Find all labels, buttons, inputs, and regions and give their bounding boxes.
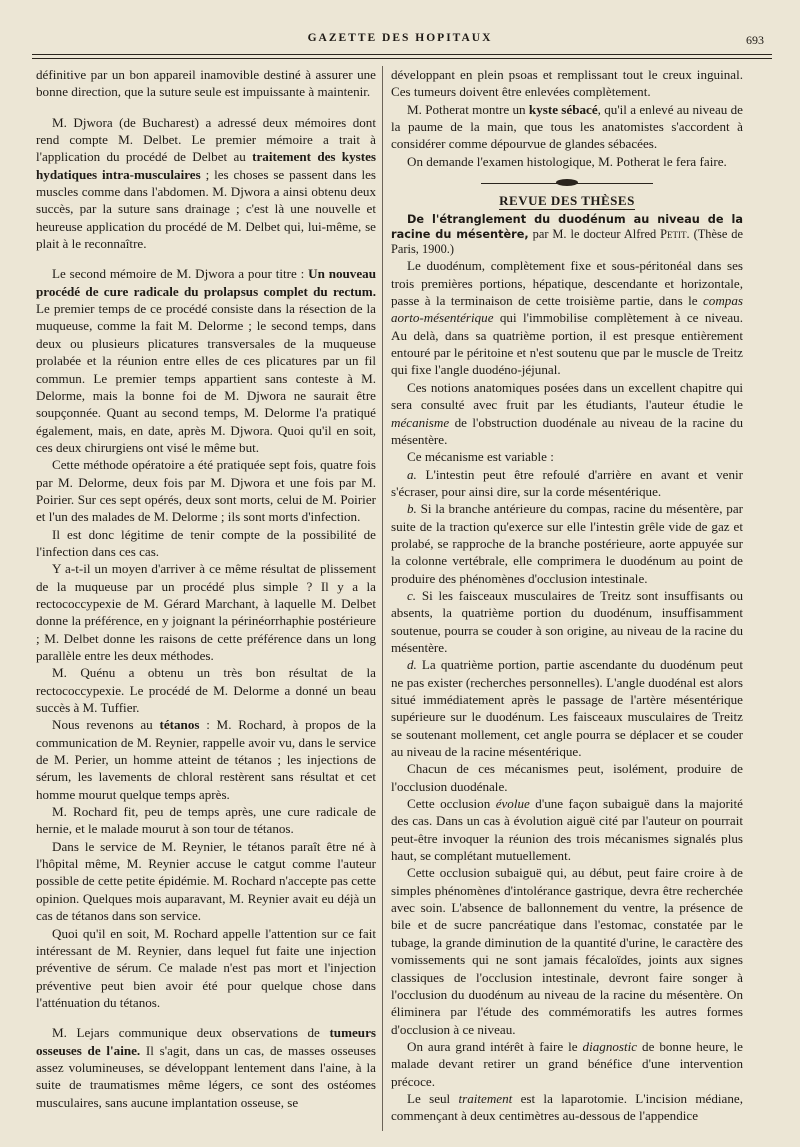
- text-run: Si la branche antérieure du compas, racine du mésentère, par suite de la traction qu'exerce sur elle l'intestin grêle vide de gaz et prolabé, se rapproche de la branche postérieure, aorte appuyée sur la colonne vertébrale, elle comprimera le duodénum au point de produire des phénomènes d'occlusion intestinale.: [391, 501, 743, 586]
- paragraph: Dans le service de M. Reynier, le tétanos paraît être né à l'hôpital même, M. Reynier accuse le catgut comme l'auteur possible de cette petite épidémie. M. Rochard n'accepte pas cette opinion. Quelques mois auparavant, M. Reynier avait eu déjà un cas de tétanos dans son service.: [36, 838, 376, 924]
- text-run: Ces notions anatomiques posées dans un excellent chapitre qui sera consulté avec fruit par les étudiants, l'auteur étudie le: [391, 379, 743, 413]
- text-run: M. Potherat montre un: [407, 101, 529, 117]
- paragraph: définitive par un bon appareil inamovible destiné à assurer une bonne direction, que la suture seule est impuissante à maintenir.: [36, 67, 376, 100]
- section-title: [391, 192, 743, 209]
- text-run: qui l'immobilise complètement à ce niveau. Au delà, dans sa quatrième portion, il est presque entièrement entouré par le péritoine et n'est soutenu que par le muscle de Treitz qui fixe l'angle duodéno-jéjunal.: [391, 310, 743, 378]
- text-run: Le seul: [407, 1090, 459, 1106]
- separator-ornament: [556, 179, 578, 186]
- text-run: L'intestin peut être refoulé d'arrière en avant et venir s'écraser, pour ainsi dire, sur la corde mésentérique.: [391, 466, 743, 499]
- paragraph: [36, 265, 376, 456]
- list-label: d.: [407, 657, 417, 673]
- text-run: par M. le docteur Alfred: [528, 227, 661, 242]
- bold-topic: traitement des kystes hydatiques intra-musculaires: [36, 149, 376, 182]
- paragraph: Ce mécanisme est variable :: [407, 449, 554, 465]
- paragraph: [391, 1090, 743, 1125]
- text-run: Si les faisceaux musculaires de Treitz sont insuffisants ou absents, la quatrième portion du duodénum, insuffisamment soutenue, pourra se couder à son origine, au niveau de la racine du mésentère.: [391, 587, 743, 655]
- paragraph: [391, 257, 743, 378]
- bold-topic: tétanos: [159, 717, 200, 733]
- italic-term: diagnostic: [582, 1038, 638, 1054]
- italic-term: compas aorto-mésentérique: [391, 293, 743, 326]
- left-column: [36, 66, 376, 1111]
- text-run: La quatrième portion, partie ascendante du duodénum peut ne pas exister (recherches personnelles). L'angle duodénal est alors situé immédiatement après le passage de l'artère mésentérique supérieure sur le duodénum. Les faisceaux musculaires de Treitz se soutenant mollement, cet angle pourra se déplacer et se couder au niveau de la racine mésentérique.: [391, 657, 743, 760]
- section-title-text: REVUE DES THÈSES: [499, 193, 635, 209]
- paragraph: [36, 114, 376, 253]
- text-run: . (Thèse de Paris, 1900.): [391, 227, 743, 257]
- bold-topic: tumeurs osseuses de l'aine.: [36, 1025, 376, 1058]
- text-run: Cette occlusion: [407, 796, 496, 812]
- text-run: ; les choses se passent dans les muscles comme dans l'abdomen. M. Djwora a ainsi obtenu deux succès, par la suture sans drainage ; c'est là une nouvelle et heureuse application du procédé de M. Delbet qui, lui-même, se plait à le reconnaître.: [36, 166, 376, 252]
- text-run: Le duodénum, complètement fixe et sous-péritonéal dans ses trois premières portions, hépatique, descendante et horizontale, passe à la terminaison de cette troisième partie, dans le: [391, 258, 743, 309]
- text-run: On aura grand intérêt à faire le: [407, 1038, 583, 1054]
- text-run: : M. Rochard, à propos de la communication de M. Reynier, rappelle avoir vu, dans le service de M. Perier, un homme atteint de tétanos ; les injections de sérum, les lavements de chloral restèrent sans résultat et cet homme mourut quelque temps après.: [36, 717, 376, 802]
- paragraph: [391, 101, 743, 153]
- text-run: , qu'il a enlevé au niveau de la paume de la main, que tous les anatomistes s'accordent à considérer comme dépourvue de glandes sébacées.: [391, 101, 743, 152]
- right-column: [391, 66, 743, 1125]
- thesis-heading: [391, 213, 743, 257]
- paragraph: développant en plein psoas et remplissant tout le creux inguinal. Ces tumeurs doivent être enlevées complètement.: [391, 67, 743, 100]
- text-run: M. Lejars communique deux observations de: [52, 1025, 330, 1041]
- text-run: Le premier temps de ce procédé consiste dans la résection de la muqueuse, comme la fait M. Delorme ; le second temps, dans deux ou plusieurs plicatures transversales de la muqueuse prolabée et la réunion entre elles de ces plicatures par un fil commun. Le premier temps appartient sans conteste à M. Delorme, mais la bonne foi de M. Djwora ne saurait être soupçonnée. Quant au second temps, M. Delorme l'a pratiqué également, mais, en date, après M. Djwora. Quoi qu'il en soit, ces deux chirurgiens ont visé le même but.: [36, 301, 376, 455]
- list-item: [391, 500, 743, 587]
- paragraph: On demande l'examen histologique, M. Potherat le fera faire.: [407, 153, 727, 169]
- thesis-author: Petit: [660, 227, 687, 242]
- paragraph: Cette méthode opératoire a été pratiquée sept fois, quatre fois par M. Delorme, deux fois par M. Djwora et une fois par M. Poirier. Sur ces sept opérés, deux sont morts, celui de M. Poirier et l'un des malades de M. Delorme ; ils sont morts d'infection.: [36, 457, 376, 525]
- text-run: Le second mémoire de M. Djwora a pour titre :: [52, 266, 309, 282]
- list-label: b.: [407, 501, 417, 517]
- italic-term: évolue: [495, 796, 530, 812]
- list-label: c.: [407, 587, 417, 603]
- page-header: [30, 32, 770, 52]
- paragraph: Chacun de ces mécanismes peut, isolément, produire de l'occlusion duodénale.: [391, 761, 743, 794]
- paragraph: Cette occlusion subaiguë qui, au début, peut faire croire à de simples phénomènes d'intolérance gastrique, devra être recherchée avec soin. L'absence de ballonnement du ventre, la présence de bile et de sucre pancréatique dans l'estomac, constatée par le tubage, la grande diminution de la quantité d'urine, le caractère des vomissements qui ne sont jamais fécaloïdes, joints aux signes classiques de l'occlusion intestinale, devront faire songer à l'occlusion du duodénum au niveau de la racine du mésentère. On éliminera par l'étude des commémoratifs les autres formes d'occlusion à ce niveau.: [391, 865, 743, 1037]
- italic-term: mécanisme: [391, 414, 450, 430]
- list-item: [391, 656, 743, 760]
- paragraph: [391, 1038, 743, 1090]
- paragraph: [391, 795, 743, 864]
- text-run: Nous revenons au: [52, 717, 160, 733]
- page-number: 693: [746, 33, 764, 47]
- text-run: M. Djwora (de Bucharest) a adressé deux mémoires dont rend compte M. Delbet. Le premier mémoire a trait à l'application du procédé de Delbet au: [36, 114, 376, 165]
- header-rule-thin: [32, 58, 772, 59]
- column-divider: [382, 66, 383, 1131]
- journal-title: GAZETTE DES HOPITAUX: [307, 32, 493, 44]
- paragraph: M. Quénu a obtenu un très bon résultat de la rectococcypexie. Le procédé de M. Delorme a donné un beau succès à M. Tuffier.: [36, 665, 376, 716]
- bold-topic: kyste sébacé: [528, 101, 598, 117]
- paragraph: M. Rochard fit, peu de temps après, une cure radicale de hernie, et le malade mourut à son tour de tétanos.: [36, 804, 376, 837]
- list-label: a.: [407, 466, 417, 482]
- text-run: d'une façon subaiguë dans la majorité des cas. Dans un cas à évolution aiguë cité par l'auteur on pourrait peut-être invoquer la réunion des trois mécanismes signalés plus haut, se complétant mutuellement.: [391, 796, 743, 864]
- paragraph: Quoi qu'il en soit, M. Rochard appelle l'attention sur ce fait intéressant de M. Reynier, dans lequel fut faite une injection préventive de sérum. Ce malade n'est pas mort et l'injection préventive peut bien avoir été pour quelque chose dans l'atténuation du tétanos.: [36, 925, 376, 1010]
- text-run: de bonne heure, le malade devant retirer un grand bénéfice d'une intervention précoce.: [391, 1038, 743, 1089]
- header-rule-thick: [32, 54, 772, 55]
- italic-term: traitement: [458, 1090, 513, 1106]
- paragraph: Y a-t-il un moyen d'arriver à ce même résultat de plissement de la muqueuse par un procédé plus simple ? Il y a la rectococcypexie de M. Gérard Marchant, à laquelle M. Delbet donne la préférence, en y joignant la périnéorrhaphie postérieure ; M. Delbet donne les raisons de cette préférence dans un long parallèle entre les deux méthodes.: [36, 561, 376, 663]
- text-run: de l'obstruction duodénale au niveau de la racine du mésentère.: [391, 414, 743, 447]
- paragraph: [36, 1024, 376, 1111]
- list-item: [391, 587, 743, 656]
- text-run: Il s'agit, dans un cas, de masses osseuses assez volumineuses, se développant lentement dans l'aine, à la suite de traumatismes même légers, ce sont des ostéomes musculaires, sans aucune implantation osseuse, se: [36, 1042, 376, 1110]
- list-item: [391, 466, 743, 501]
- thesis-title: De l'étranglement du duodénum au niveau de la racine du mésentère,: [391, 213, 743, 242]
- bold-topic: Un nouveau procédé de cure radicale du prolapsus complet du rectum.: [36, 266, 376, 299]
- paragraph: [391, 379, 743, 448]
- paragraph: Il est donc légitime de tenir compte de la possibilité de l'infection dans ces cas.: [36, 526, 376, 559]
- paragraph: [36, 716, 376, 803]
- text-run: est la laparotomie. L'incision médiane, commençant à deux centimètres au-dessous de l'appendice: [391, 1090, 743, 1124]
- section-separator: [391, 176, 743, 190]
